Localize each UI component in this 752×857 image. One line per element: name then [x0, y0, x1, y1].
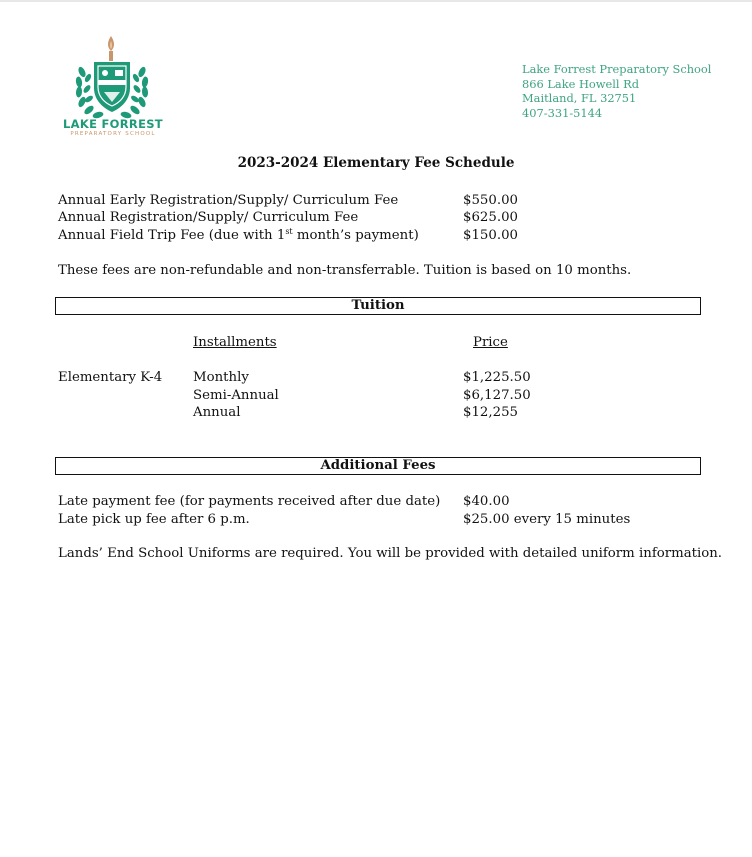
fee-label-field-trip: Annual Field Trip Fee (due with 1st month’s payment)	[58, 227, 419, 243]
fee-label-registration: Annual Registration/Supply/ Curriculum Fee	[58, 210, 359, 225]
late-pickup-label: Late pick up fee after 6 p.m.	[58, 512, 250, 527]
fee-amount-field-trip: $150.00	[463, 228, 518, 243]
logo-wordmark: LAKE FORREST	[63, 117, 163, 131]
additional-fees-heading: Additional Fees	[320, 458, 436, 473]
late-pickup-amount: $25.00 every 15 minutes	[463, 512, 631, 527]
late-payment-label: Late payment fee (for payments received after due date)	[58, 494, 441, 509]
fee-label-early-registration: Annual Early Registration/Supply/ Curriculum Fee	[58, 193, 399, 208]
plan-monthly: Monthly	[193, 370, 249, 385]
additional-fees-heading-box	[55, 457, 701, 475]
price-header: Price	[473, 335, 508, 350]
tuition-heading: Tuition	[351, 298, 405, 313]
fees-notice: These fees are non-refundable and non-transferrable. Tuition is based on 10 months.	[58, 263, 632, 278]
school-address-block	[522, 62, 711, 120]
logo-subtitle: PREPARATORY SCHOOL	[70, 131, 156, 137]
plan-semi-annual: Semi-Annual	[193, 388, 279, 403]
late-payment-amount: $40.00	[463, 494, 510, 509]
school-city: Maitland, FL 32751	[522, 91, 637, 105]
school-phone: 407-331-5144	[522, 105, 603, 120]
price-annual: $12,255	[463, 405, 518, 420]
grade-label: Elementary K-4	[58, 370, 163, 385]
school-street: 866 Lake Howell Rd	[522, 76, 640, 91]
uniform-note: Lands’ End School Uniforms are required. You will be provided with detailed uniform information.	[58, 546, 723, 561]
fee-amount-registration: $625.00	[463, 210, 518, 225]
installments-header: Installments	[193, 335, 277, 350]
price-semi-annual: $6,127.50	[463, 388, 531, 403]
plan-annual: Annual	[193, 405, 241, 420]
document-title: 2023-2024 Elementary Fee Schedule	[237, 155, 515, 171]
price-monthly: $1,225.50	[463, 370, 531, 385]
tuition-heading-box	[55, 297, 701, 315]
fee-amount-early-registration: $550.00	[463, 193, 518, 208]
page-top-border	[0, 0, 752, 2]
school-name: Lake Forrest Preparatory School	[522, 62, 712, 76]
